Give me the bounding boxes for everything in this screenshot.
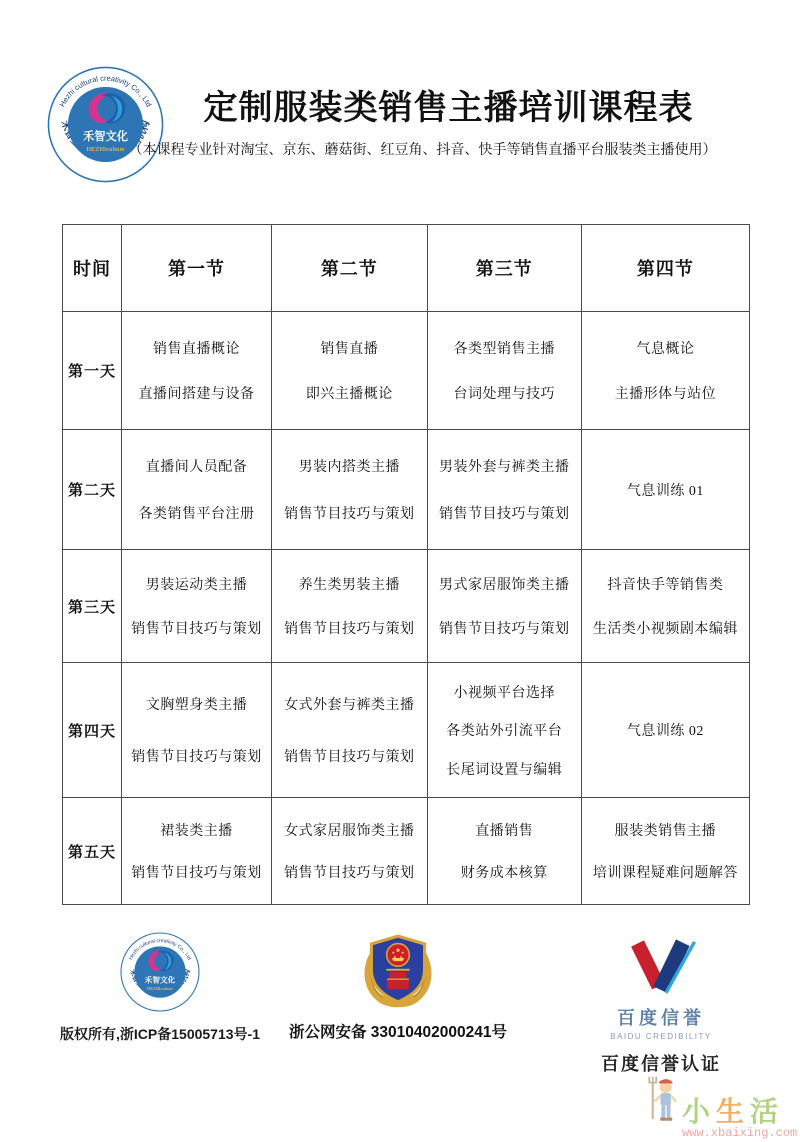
watermark-brand-text: 小生活 [682, 1096, 785, 1127]
cell-line: 销售直播概论 [152, 341, 240, 357]
cell-line: 直播间人员配备 [145, 460, 248, 476]
cell-line: 培训课程疑难问题解答 [592, 866, 738, 881]
cell-line: 各类销售平台注册 [138, 506, 255, 522]
cell-line: 销售节目技巧与策划 [284, 866, 415, 881]
cell-line: 男装内搭类主播 [298, 460, 401, 476]
cell-line: 财务成本核算 [460, 866, 548, 881]
cell-line: 直播销售 [475, 824, 534, 839]
cell-line: 销售节目技巧与策划 [131, 749, 262, 765]
cell-line: 销售节目技巧与策划 [131, 622, 262, 637]
table-row [63, 663, 750, 798]
hezhi-company-logo-footer-icon [120, 932, 200, 1012]
cell-line: 各类站外引流平台 [446, 724, 563, 739]
cell-line: 男装运动类主播 [145, 578, 248, 593]
table-header-row [63, 225, 750, 312]
column-header-session-3: 第三节 [475, 259, 533, 279]
table-row [63, 430, 750, 550]
cell-line: 销售节目技巧与策划 [131, 866, 262, 881]
cell-line: 抖音快手等销售类 [607, 578, 724, 593]
column-header-session-1: 第一节 [167, 259, 225, 279]
site-watermark [646, 1074, 796, 1140]
cell-line: 男式家居服饰类主播 [438, 578, 570, 593]
cell-line: 气息概论 [636, 341, 695, 357]
farmer-mascot-icon [646, 1074, 682, 1126]
cell-line: 小视频平台选择 [453, 685, 555, 701]
table-row [63, 312, 750, 430]
cell-line: 主播形体与站位 [614, 387, 717, 403]
cell-line: 销售节目技巧与策划 [284, 749, 415, 765]
column-header-time: 时间 [73, 259, 112, 279]
cell-line: 各类型销售主播 [453, 341, 555, 357]
day-label: 第二天 [68, 483, 117, 499]
cell-line: 服装类销售主播 [614, 824, 717, 839]
footer-baidu-credibility-block [582, 936, 740, 1076]
day-label: 第三天 [68, 599, 117, 616]
cell-line: 销售节目技巧与策划 [438, 622, 570, 637]
page-subtitle: （本课程专业针对淘宝、京东、蘑菇街、红豆角、抖音、快手等销售直播平台服装类主播使用） [128, 143, 717, 158]
footer-police-record-block [288, 926, 508, 1042]
baidu-brand-text: 百度信誉 [617, 1008, 705, 1028]
table-row [63, 550, 750, 663]
police-badge-icon [355, 926, 441, 1012]
cell-line: 裙装类主播 [160, 824, 233, 839]
cell-line: 养生类男装主播 [298, 578, 401, 593]
baidu-certification-text: 百度信誉认证 [601, 1054, 721, 1074]
cell-line: 直播间搭建与设备 [138, 387, 255, 403]
day-label: 第一天 [68, 364, 117, 380]
column-header-session-2: 第二节 [320, 259, 378, 279]
cell-line: 女式家居服饰类主播 [284, 824, 415, 839]
cell-line: 即兴主播概论 [305, 387, 393, 403]
cell-line: 长尾词设置与编辑 [446, 762, 563, 778]
cell-line: 销售直播 [320, 341, 379, 357]
table-row [63, 798, 750, 905]
icp-copyright-text: 版权所有,浙ICP备15005713号-1 [60, 1026, 260, 1042]
baidu-brand-english-text: BAIDU CREDIBILITY [610, 1032, 712, 1041]
day-label: 第五天 [68, 844, 117, 861]
cell-line: 气息训练 01 [626, 483, 704, 499]
cell-line: 气息训练 02 [626, 724, 704, 739]
cell-line: 文胸塑身类主播 [145, 698, 248, 714]
cell-line: 台词处理与技巧 [453, 387, 555, 403]
police-record-number-text: 浙公网安备 33010402000241号 [289, 1024, 507, 1041]
cell-line: 生活类小视频剧本编辑 [592, 622, 738, 637]
cell-line: 销售节目技巧与策划 [284, 622, 415, 637]
cell-line: 销售节目技巧与策划 [438, 506, 570, 522]
cell-line: 男装外套与裤类主播 [438, 460, 570, 476]
cell-line: 女式外套与裤类主播 [284, 698, 415, 714]
footer-copyright-block [60, 932, 260, 1044]
day-label: 第四天 [68, 723, 117, 740]
course-schedule-table [62, 224, 750, 905]
baidu-credibility-v-icon [617, 936, 705, 998]
page-title: 定制服装类销售主播培训课程表 [203, 90, 694, 127]
hezhi-company-logo-icon [47, 66, 164, 183]
watermark-url-text: www.xbaixing.com [682, 1126, 798, 1140]
column-header-session-4: 第四节 [636, 259, 694, 279]
cell-line: 销售节目技巧与策划 [284, 506, 415, 522]
